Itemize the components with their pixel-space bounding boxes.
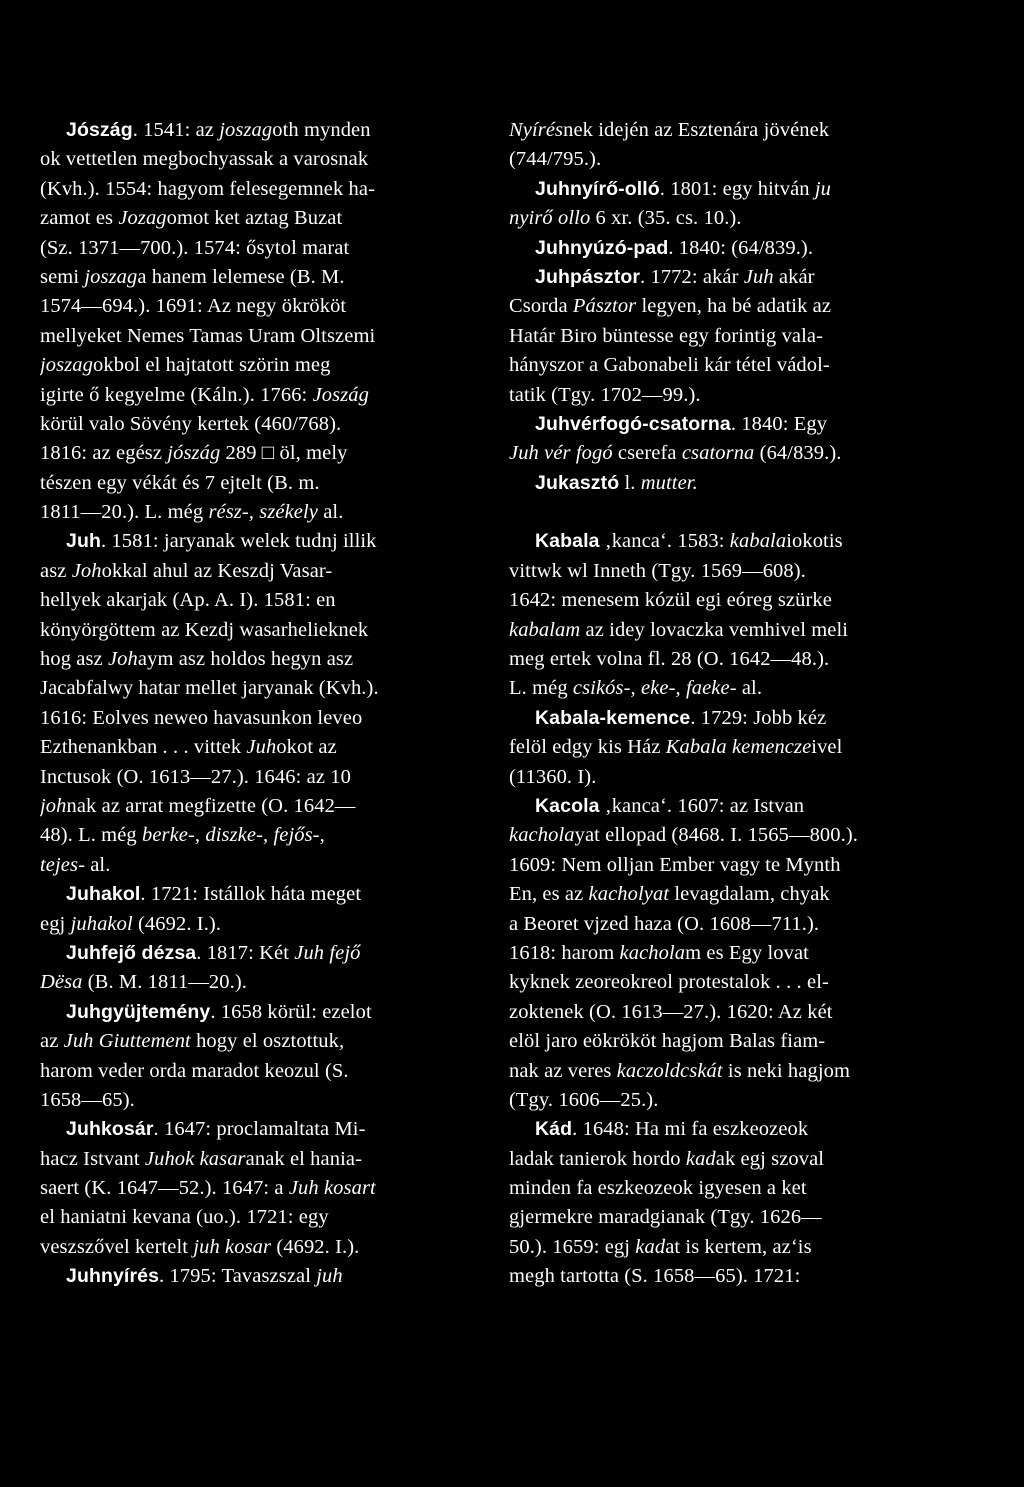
text-line <box>40 322 474 351</box>
text-line <box>509 792 943 821</box>
text-line <box>40 1262 474 1291</box>
text-line <box>40 1203 474 1232</box>
text-line <box>509 1057 943 1086</box>
text-segment: . 1840: (64/839.). <box>668 236 814 259</box>
text-line <box>40 498 474 527</box>
italic-word: juh kosar <box>193 1235 272 1258</box>
text-segment: 1618: harom <box>509 941 620 964</box>
entry-headword: Juhnyírő-olló <box>535 177 660 200</box>
text-line <box>509 645 943 674</box>
italic-word: Dësa <box>40 971 83 994</box>
text-segment: asz <box>40 559 72 582</box>
italic-word: joszag <box>219 119 273 141</box>
text-segment: oth mynden <box>272 119 371 141</box>
italic-word: joszag <box>84 265 138 288</box>
text-segment: . 1581: jaryanak welek tudnj illik <box>100 530 377 553</box>
text-segment: . 1648: Ha mi fa eszkeozeok <box>572 1118 809 1141</box>
text-segment: 289 □ öl, mely <box>220 442 348 465</box>
text-segment: yat ellopad (8468. I. 1565—800.). <box>574 824 859 847</box>
text-line <box>509 381 943 410</box>
text-segment: egj <box>40 912 71 935</box>
text-line <box>40 998 474 1027</box>
italic-word: Pásztor <box>572 295 637 318</box>
text-line <box>509 175 943 204</box>
italic-word: juhakol <box>70 912 133 935</box>
italic-word: csikós-, eke-, faeke- <box>572 677 737 700</box>
text-segment: L. még <box>509 677 573 700</box>
text-segment: tészen egy vékát és 7 ejtelt (B. m. <box>40 471 320 494</box>
text-line <box>509 292 943 321</box>
italic-word: berke-, diszke-, fejős-, <box>141 824 325 847</box>
text-segment: 1616: Eolves neweo havasunkon leveo <box>40 706 363 729</box>
italic-word: joh <box>40 794 67 817</box>
text-segment: . 1729: Jobb kéz <box>690 706 827 729</box>
italic-word: rész-, székely <box>208 501 318 524</box>
text-line <box>509 322 943 351</box>
text-segment: minden fa eszkeozeok igyesen a ket <box>509 1177 807 1200</box>
text-segment: megh tartotta (S. 1658—65). 1721: <box>509 1265 801 1288</box>
italic-word: Joszág <box>312 383 369 406</box>
text-segment: 48). L. még <box>40 824 142 847</box>
text-line <box>40 1057 474 1086</box>
text-segment: al. <box>736 677 763 700</box>
text-segment: Inctusok (O. 1613—27.). 1646: az 10 <box>40 765 351 788</box>
text-line <box>509 1115 943 1144</box>
text-segment: az <box>40 1030 64 1053</box>
text-line <box>509 733 943 762</box>
text-segment: at is kertem, az‘is <box>665 1235 812 1258</box>
text-segment: kyknek zeoreokreol protestalok . . . el- <box>509 971 829 994</box>
text-line <box>40 851 474 880</box>
italic-word: mutter. <box>640 471 698 494</box>
entry-headword: Kád <box>535 1118 573 1141</box>
text-segment: körül valo Sövény kertek (460/768). <box>40 412 342 435</box>
text-segment: 1816: az egész <box>40 442 168 465</box>
text-line <box>509 616 943 645</box>
text-segment: könyörgöttem az Kezdj wasarhelieknek <box>40 618 369 641</box>
text-segment: m es Egy lovat <box>685 941 809 964</box>
text-line <box>509 410 943 439</box>
text-line <box>40 1145 474 1174</box>
text-line <box>509 880 943 909</box>
text-line <box>509 469 943 498</box>
text-segment: legyen, ha bé adatik az <box>636 295 832 318</box>
italic-word: kabalam <box>509 618 581 641</box>
text-line <box>40 733 474 762</box>
text-segment: Csorda <box>509 295 573 318</box>
text-segment: Határ Biro büntesse egy forintig vala- <box>509 324 824 347</box>
text-line <box>40 968 474 997</box>
text-segment: (B. M. 1811—20.). <box>82 971 247 994</box>
text-segment: hányszor a Gabonabeli kár tétel vádol- <box>509 354 830 377</box>
text-line <box>509 1233 943 1262</box>
text-segment: is neki hagjom <box>722 1059 851 1082</box>
entry-gap <box>509 498 943 527</box>
italic-word: tejes- <box>40 853 85 876</box>
text-segment: aym asz holdos hegyn asz <box>137 648 354 671</box>
text-line <box>509 527 943 556</box>
text-line <box>40 145 474 174</box>
text-segment: 1642: menesem kózül egi eóreg szürke <box>509 589 832 612</box>
text-line <box>40 1233 474 1262</box>
text-segment: ‚kanca‘. 1607: az Istvan <box>599 794 805 817</box>
text-segment: hogy el osztottuk, <box>190 1030 345 1053</box>
text-line <box>509 263 943 292</box>
text-line <box>40 1086 474 1115</box>
text-line <box>40 586 474 615</box>
text-segment: mellyeket Nemes Tamas Uram Oltszemi <box>40 324 376 347</box>
text-segment: semi <box>40 265 85 288</box>
text-segment: al. <box>85 853 111 876</box>
text-segment: omot ket aztag Buzat <box>166 207 343 230</box>
text-line <box>40 1115 474 1144</box>
text-line <box>509 586 943 615</box>
text-line <box>40 351 474 380</box>
entry-headword: Juhfejő dézsa <box>66 941 197 964</box>
italic-word: Kabala kemencze <box>665 736 812 759</box>
text-segment: nek idején az Esztenára jövének <box>563 119 830 141</box>
text-segment: l. <box>619 471 641 494</box>
italic-word: kachola <box>509 824 575 847</box>
entry-headword: Jukasztó <box>535 471 620 494</box>
entry-headword: Juhnyúzó-pad <box>535 236 669 259</box>
text-line <box>40 469 474 498</box>
text-line <box>40 763 474 792</box>
text-line <box>509 351 943 380</box>
text-line <box>509 910 943 939</box>
italic-word: Juh kosart <box>288 1177 376 1200</box>
italic-word: kad <box>635 1235 666 1258</box>
text-segment: akár <box>773 265 815 288</box>
text-segment: a Beoret vjzed haza (O. 1608—711.). <box>509 912 820 935</box>
text-segment: nak az arrat megfizette (O. 1642— <box>66 794 356 817</box>
text-segment: zoktenek (O. 1613—27.). 1620: Az két <box>509 1000 833 1023</box>
text-line <box>40 557 474 586</box>
text-segment: okbol el hajtatott szörin meg <box>93 354 331 377</box>
italic-word: kachola <box>619 941 686 964</box>
text-segment: vittwk wl Inneth (Tgy. 1569—608). <box>509 559 806 582</box>
text-segment: . 1721: Istállok háta meget <box>140 883 362 906</box>
text-line <box>40 175 474 204</box>
italic-word: Juh <box>743 265 774 288</box>
entry-headword: Kacola <box>535 794 600 817</box>
text-segment: felöl edgy kis Ház <box>509 736 666 759</box>
text-segment: . 1541: az <box>132 119 220 141</box>
text-segment: az idey lovaczka vemhivel meli <box>580 618 849 641</box>
text-segment: zamot es <box>40 207 119 230</box>
text-segment: . 1795: Tavaszszal <box>159 1265 317 1288</box>
text-segment: meg ertek volna fl. 28 (O. 1642—48.). <box>509 648 830 671</box>
text-segment: . 1801: egy hitván <box>659 177 815 200</box>
italic-word: Joh <box>71 559 102 582</box>
text-line <box>40 410 474 439</box>
text-line <box>40 204 474 233</box>
entry-headword: Juhpásztor <box>535 265 641 288</box>
italic-word: joszag <box>40 354 94 377</box>
text-segment: 6 xr. (35. cs. 10.). <box>590 207 742 230</box>
text-segment: (744/795.). <box>509 148 602 171</box>
text-line <box>509 1174 943 1203</box>
text-line <box>40 880 474 909</box>
text-line <box>40 439 474 468</box>
text-line <box>509 821 943 850</box>
text-segment: okkal ahul az Keszdj Vasar- <box>101 559 333 582</box>
italic-word: Jozag <box>118 207 167 230</box>
text-segment: 1574—694.). 1691: Az negy ökrököt <box>40 295 347 318</box>
text-segment: En, es az <box>509 883 589 906</box>
text-line <box>509 968 943 997</box>
entry-headword: Juh <box>66 530 101 553</box>
text-line <box>509 998 943 1027</box>
text-line <box>509 1027 943 1056</box>
italic-word: kabala <box>729 530 787 553</box>
entry-headword: Juhnyírés <box>66 1265 160 1288</box>
text-segment: 50.). 1659: egj <box>509 1235 636 1258</box>
italic-word: Juh fejő <box>294 941 361 964</box>
text-line <box>509 763 943 792</box>
entry-headword: Juhgyüjtemény <box>66 1000 211 1023</box>
text-line <box>40 674 474 703</box>
text-segment: ivel <box>811 736 843 759</box>
text-line <box>509 557 943 586</box>
text-segment: (Kvh.). 1554: hagyom felesegemnek ha- <box>40 177 376 200</box>
text-segment: . 1817: Két <box>196 941 295 964</box>
text-segment: . 1772: akár <box>640 265 744 288</box>
text-segment: gjermekre maradgianak (Tgy. 1626— <box>509 1206 822 1229</box>
text-line <box>40 939 474 968</box>
italic-word: Joh <box>107 648 138 671</box>
text-line <box>40 645 474 674</box>
text-segment: (4692. I.). <box>271 1235 360 1258</box>
text-segment: . 1658 körül: ezelot <box>210 1000 372 1023</box>
text-line <box>40 527 474 556</box>
text-segment: Ezthenankban . . . vittek <box>40 736 247 759</box>
text-line <box>509 234 943 263</box>
text-line <box>509 204 943 233</box>
entry-headword: Jószág <box>66 119 133 141</box>
text-segment: Jacabfalwy hatar mellet jaryanak (Kvh.). <box>40 677 379 700</box>
text-segment: hog asz <box>40 648 108 671</box>
text-line <box>509 939 943 968</box>
text-segment: el haniatni kevana (uo.). 1721: egy <box>40 1206 329 1229</box>
text-line <box>40 381 474 410</box>
text-segment: okot az <box>276 736 337 759</box>
text-line <box>509 145 943 174</box>
text-segment: . 1840: Egy <box>730 412 828 435</box>
text-segment: ladak tanierok hordo <box>509 1147 686 1170</box>
italic-word: jószág <box>167 442 221 465</box>
text-segment: (11360. I). <box>509 765 597 788</box>
text-line <box>40 263 474 292</box>
text-line <box>40 616 474 645</box>
italic-word: Juhok kasar <box>144 1147 246 1170</box>
text-line <box>40 292 474 321</box>
text-segment: (64/839.). <box>754 442 842 465</box>
italic-word: Juh <box>246 736 277 759</box>
italic-word: kad <box>685 1147 716 1170</box>
text-line <box>509 851 943 880</box>
entry-headword: Juhakol <box>66 883 141 906</box>
text-segment: tatik (Tgy. 1702—99.). <box>509 383 701 406</box>
text-segment: 1609: Nem olljan Ember vagy te Mynth <box>509 853 841 876</box>
text-line <box>40 821 474 850</box>
text-segment: hellyek akarjak (Ap. A. I). 1581: en <box>40 589 336 612</box>
text-line <box>509 439 943 468</box>
text-line <box>509 1262 943 1291</box>
text-segment: 1658—65). <box>40 1088 135 1111</box>
text-segment: saert (K. 1647—52.). 1647: a <box>40 1177 289 1200</box>
italic-word: kaczoldcskát <box>616 1059 723 1082</box>
text-line <box>40 704 474 733</box>
italic-word: ju <box>814 177 832 200</box>
text-line <box>40 1174 474 1203</box>
right-column <box>509 116 943 1292</box>
text-segment: cserefa <box>612 442 682 465</box>
italic-word: kacholyat <box>588 883 670 906</box>
text-segment: (Tgy. 1606—25.). <box>509 1088 659 1111</box>
entry-headword: Kabala-kemence <box>535 706 691 729</box>
text-segment: veszszővel kertelt <box>40 1235 194 1258</box>
text-line <box>509 674 943 703</box>
italic-word: nyirő ollo <box>509 207 591 230</box>
entry-headword: Juhvérfogó-csatorna <box>535 412 731 435</box>
text-segment: levagdalam, chyak <box>669 883 830 906</box>
text-line <box>509 704 943 733</box>
text-segment: harom veder orda maradot keozul (S. <box>40 1059 349 1082</box>
text-line <box>40 234 474 263</box>
italic-word: Juh vér fogó <box>509 442 613 465</box>
text-segment: elöl jaro eökrököt hagjom Balas fiam- <box>509 1030 826 1053</box>
text-line <box>509 1086 943 1115</box>
text-line <box>509 1145 943 1174</box>
italic-word: juh <box>316 1265 343 1288</box>
italic-word: Juh Giuttement <box>63 1030 191 1053</box>
text-line <box>40 1027 474 1056</box>
text-line <box>40 910 474 939</box>
text-line <box>509 1203 943 1232</box>
text-segment: a hanem lelemese (B. M. <box>137 265 345 288</box>
text-line <box>509 116 943 145</box>
italic-word: csatorna <box>681 442 755 465</box>
italic-word: Nyírés <box>509 119 564 141</box>
text-segment: (Sz. 1371—700.). 1574: ősytol marat <box>40 236 350 259</box>
entry-headword: Juhkosár <box>66 1118 154 1141</box>
text-segment: iokotis <box>786 530 843 553</box>
text-segment: (4692. I.). <box>132 912 222 935</box>
text-segment: anak el hania- <box>245 1147 363 1170</box>
text-line <box>40 116 474 145</box>
text-segment: nak az veres <box>509 1059 617 1082</box>
text-segment: . 1647: proclamaltata Mi- <box>153 1118 366 1141</box>
text-segment: 1811—20.). L. még <box>40 501 209 524</box>
text-segment: al. <box>318 501 344 524</box>
text-segment: ok vettetlen megbochyassak a varosnak <box>40 148 369 171</box>
text-segment: ak egj szoval <box>715 1147 825 1170</box>
left-column <box>40 116 474 1292</box>
entry-headword: Kabala <box>535 530 600 553</box>
text-segment: hacz Istvant <box>40 1147 145 1170</box>
text-segment: ‚kanca‘. 1583: <box>599 530 730 553</box>
text-segment: igirte ő kegyelme (Káln.). 1766: <box>40 383 313 406</box>
text-line <box>40 792 474 821</box>
